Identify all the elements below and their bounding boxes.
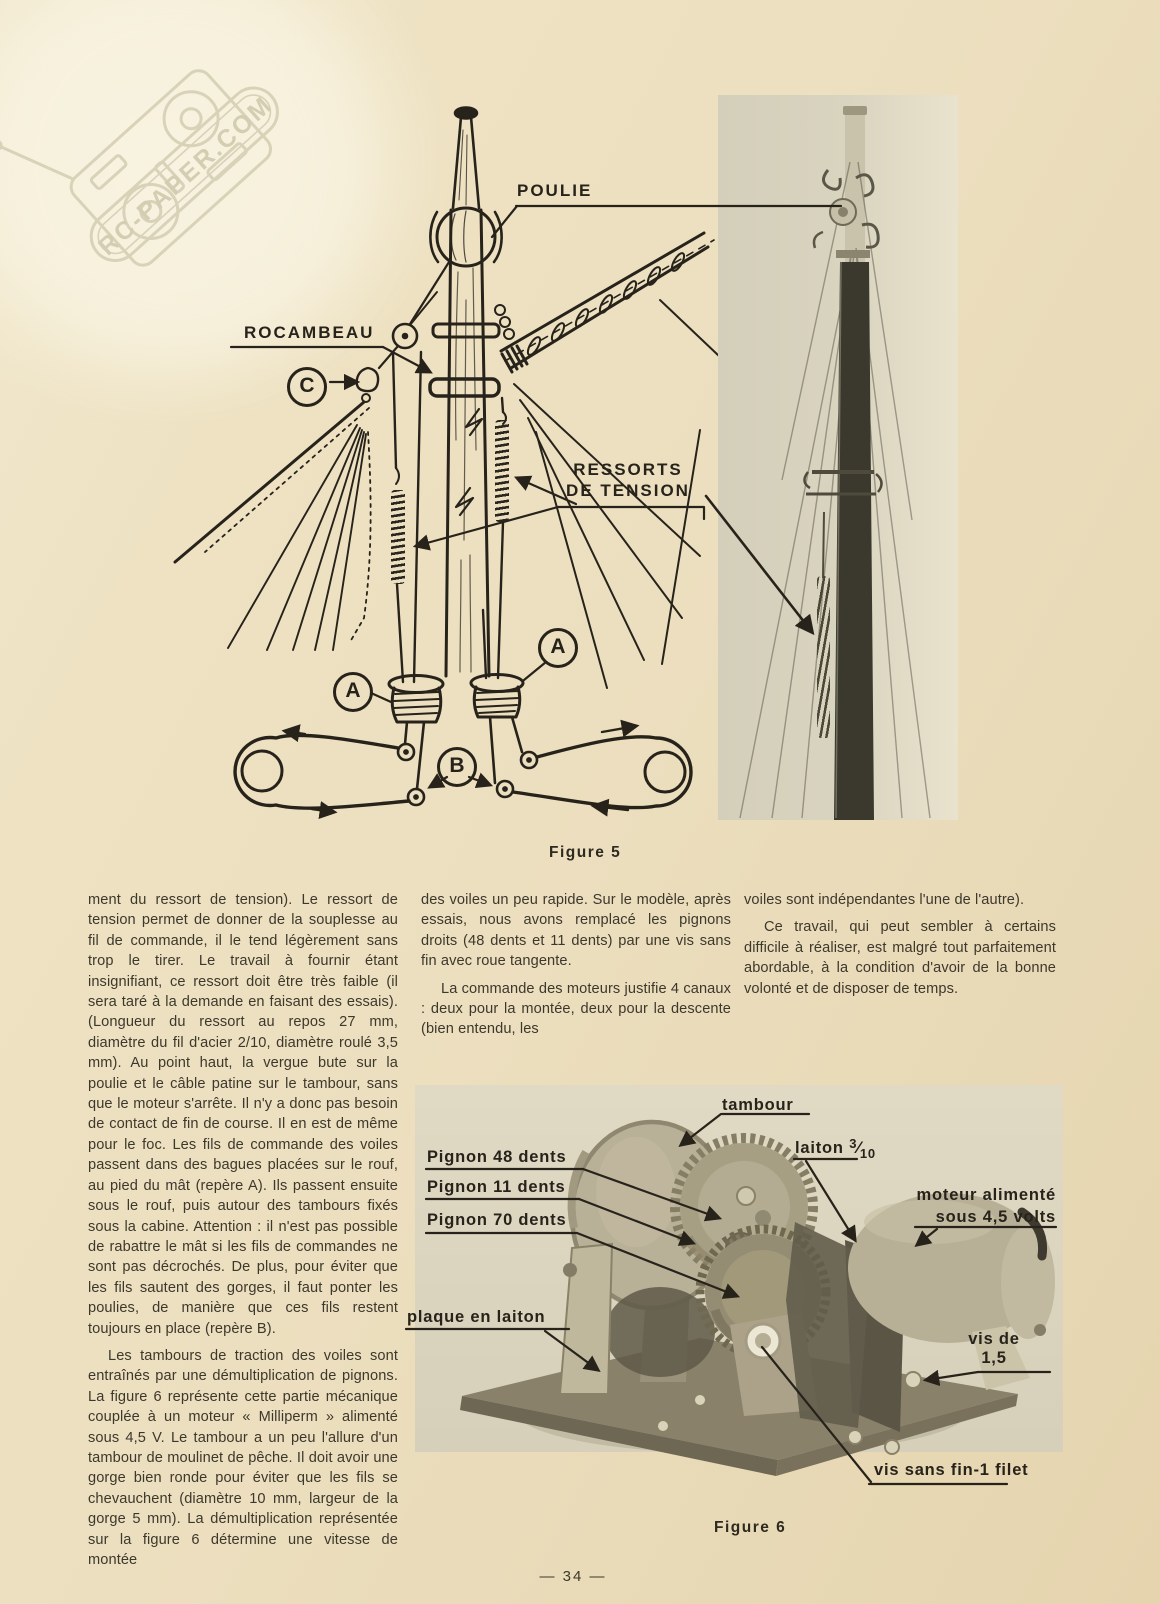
label-pignon-11: Pignon 11 dents	[427, 1178, 566, 1196]
paragraph: voiles sont indépendantes l'une de l'autre).	[744, 892, 1025, 908]
label-vis-sans-fin: vis sans fin-1 filet	[874, 1461, 1029, 1479]
tension-spring-left-drawing	[391, 490, 405, 584]
label-ressorts-line2: DE TENSION	[566, 481, 690, 500]
marker-c: C	[287, 367, 327, 407]
paragraph: La commande des moteurs justifie 4 canaux : deux pour la montée, deux pour la descente (bien entendu, les	[421, 980, 731, 1038]
paragraph: ment du ressort de tension). Le ressort de tension permet de donner de la souplesse au fil de commande, il le tend légèrement sans trop le tirer. Le travail à fournir étant insignifiant, ce ressort doit être très faible (il sera taré à la demande en faisant des essais). (Longueur du ressort au repos 27 mm, diamètre du fil d'acier 2/10, diamètre roulé 3,5 mm). Au point haut, la vergue bute sur la poulie et le câble patine sur le tambour, sans que le moteur s'arrête. Il n'y a donc pas besoin de contact de fin de course. Il en est de même pour le foc. Les fils de commande des voiles passent dans des bagues placées sur le rouf, au pied du mât (repère A). Ils passent ensuite sous le rouf, puis autour des tambours fixés sous la cabine. Attention : il n'est pas possible de rabattre le mât si les fils de commandes ne sont pas décrochés. De plus, pour éviter que les fils sautent des gorges, il faut ponter les poulies, de manière que ces fils restent toujours en place (repère B).	[88, 892, 398, 1337]
label-ressorts-de-tension	[552, 459, 704, 501]
marker-a-right: A	[538, 628, 578, 668]
label-pignon-48: Pignon 48 dents	[427, 1148, 567, 1166]
fraction-slash: ⁄	[857, 1138, 861, 1157]
label-vis-de-15	[950, 1330, 1038, 1368]
tension-spring-photo	[817, 576, 830, 738]
label-poulie: POULIE	[517, 181, 593, 200]
label-vis-line1: vis de	[968, 1330, 1020, 1348]
figure6-caption: Figure 6	[714, 1519, 787, 1536]
page-number: — 34 —	[539, 1568, 607, 1585]
watermark-logo	[0, 0, 375, 365]
text-column-3	[744, 890, 1056, 999]
watermark-text: RC-PAPER.COM	[93, 90, 279, 262]
motor-photo	[415, 1085, 1063, 1476]
label-laiton-denominator: 10	[859, 1146, 876, 1161]
text-column-1	[88, 890, 398, 1570]
paragraph: Les tambours de traction des voiles sont entraînés par une démultiplication de pignons. La figure 6 représente cette partie mécanique couplée à un moteur « Milliperm » alimenté sous 4,5 V. Le tambour a un peu l'allure d'un tambour de moulinet de pêche. Il doit avoir une gorge bien ronde pour éviter que les fils se chevauchent (diamètre 10 mm, largeur de la gorge 5 mm). La démultiplication représentée sur la figure 6 détermine une vitesse de montée	[88, 1347, 398, 1568]
marker-a-left: A	[333, 672, 373, 712]
paragraph: des voiles un peu rapide. Sur le modèle, après essais, nous avons remplacé les pignons droits (48 dents et 11 dents) par une vis sans fin avec roue tangente.	[421, 892, 731, 970]
label-moteur-line2: sous 4,5 volts	[935, 1208, 1056, 1226]
marker-b: B	[437, 747, 477, 787]
label-laiton	[795, 1136, 876, 1161]
label-plaque: plaque en laiton	[407, 1308, 546, 1326]
tension-spring-right-drawing	[495, 420, 509, 522]
label-ressorts-line1: RESSORTS	[573, 460, 683, 479]
label-rocambeau: ROCAMBEAU	[244, 323, 375, 342]
figure5-caption: Figure 5	[549, 844, 622, 861]
text-column-2	[421, 890, 731, 1040]
label-moteur-line1: moteur alimenté	[916, 1186, 1056, 1204]
mast-photo	[718, 95, 958, 820]
label-vis-line2: 1,5	[981, 1349, 1007, 1367]
label-tambour: tambour	[722, 1096, 794, 1114]
label-pignon-70: Pignon 70 dents	[427, 1211, 567, 1229]
label-laiton-numerator: 3	[849, 1136, 858, 1151]
label-laiton-prefix: laiton	[795, 1139, 844, 1157]
label-moteur	[878, 1184, 1056, 1228]
paragraph: Ce travail, qui peut sembler à certains difficile à réaliser, est malgré tout parfaitement abordable, à la condition d'avoir de la bonne volonté et de disposer de temps.	[744, 919, 1056, 997]
